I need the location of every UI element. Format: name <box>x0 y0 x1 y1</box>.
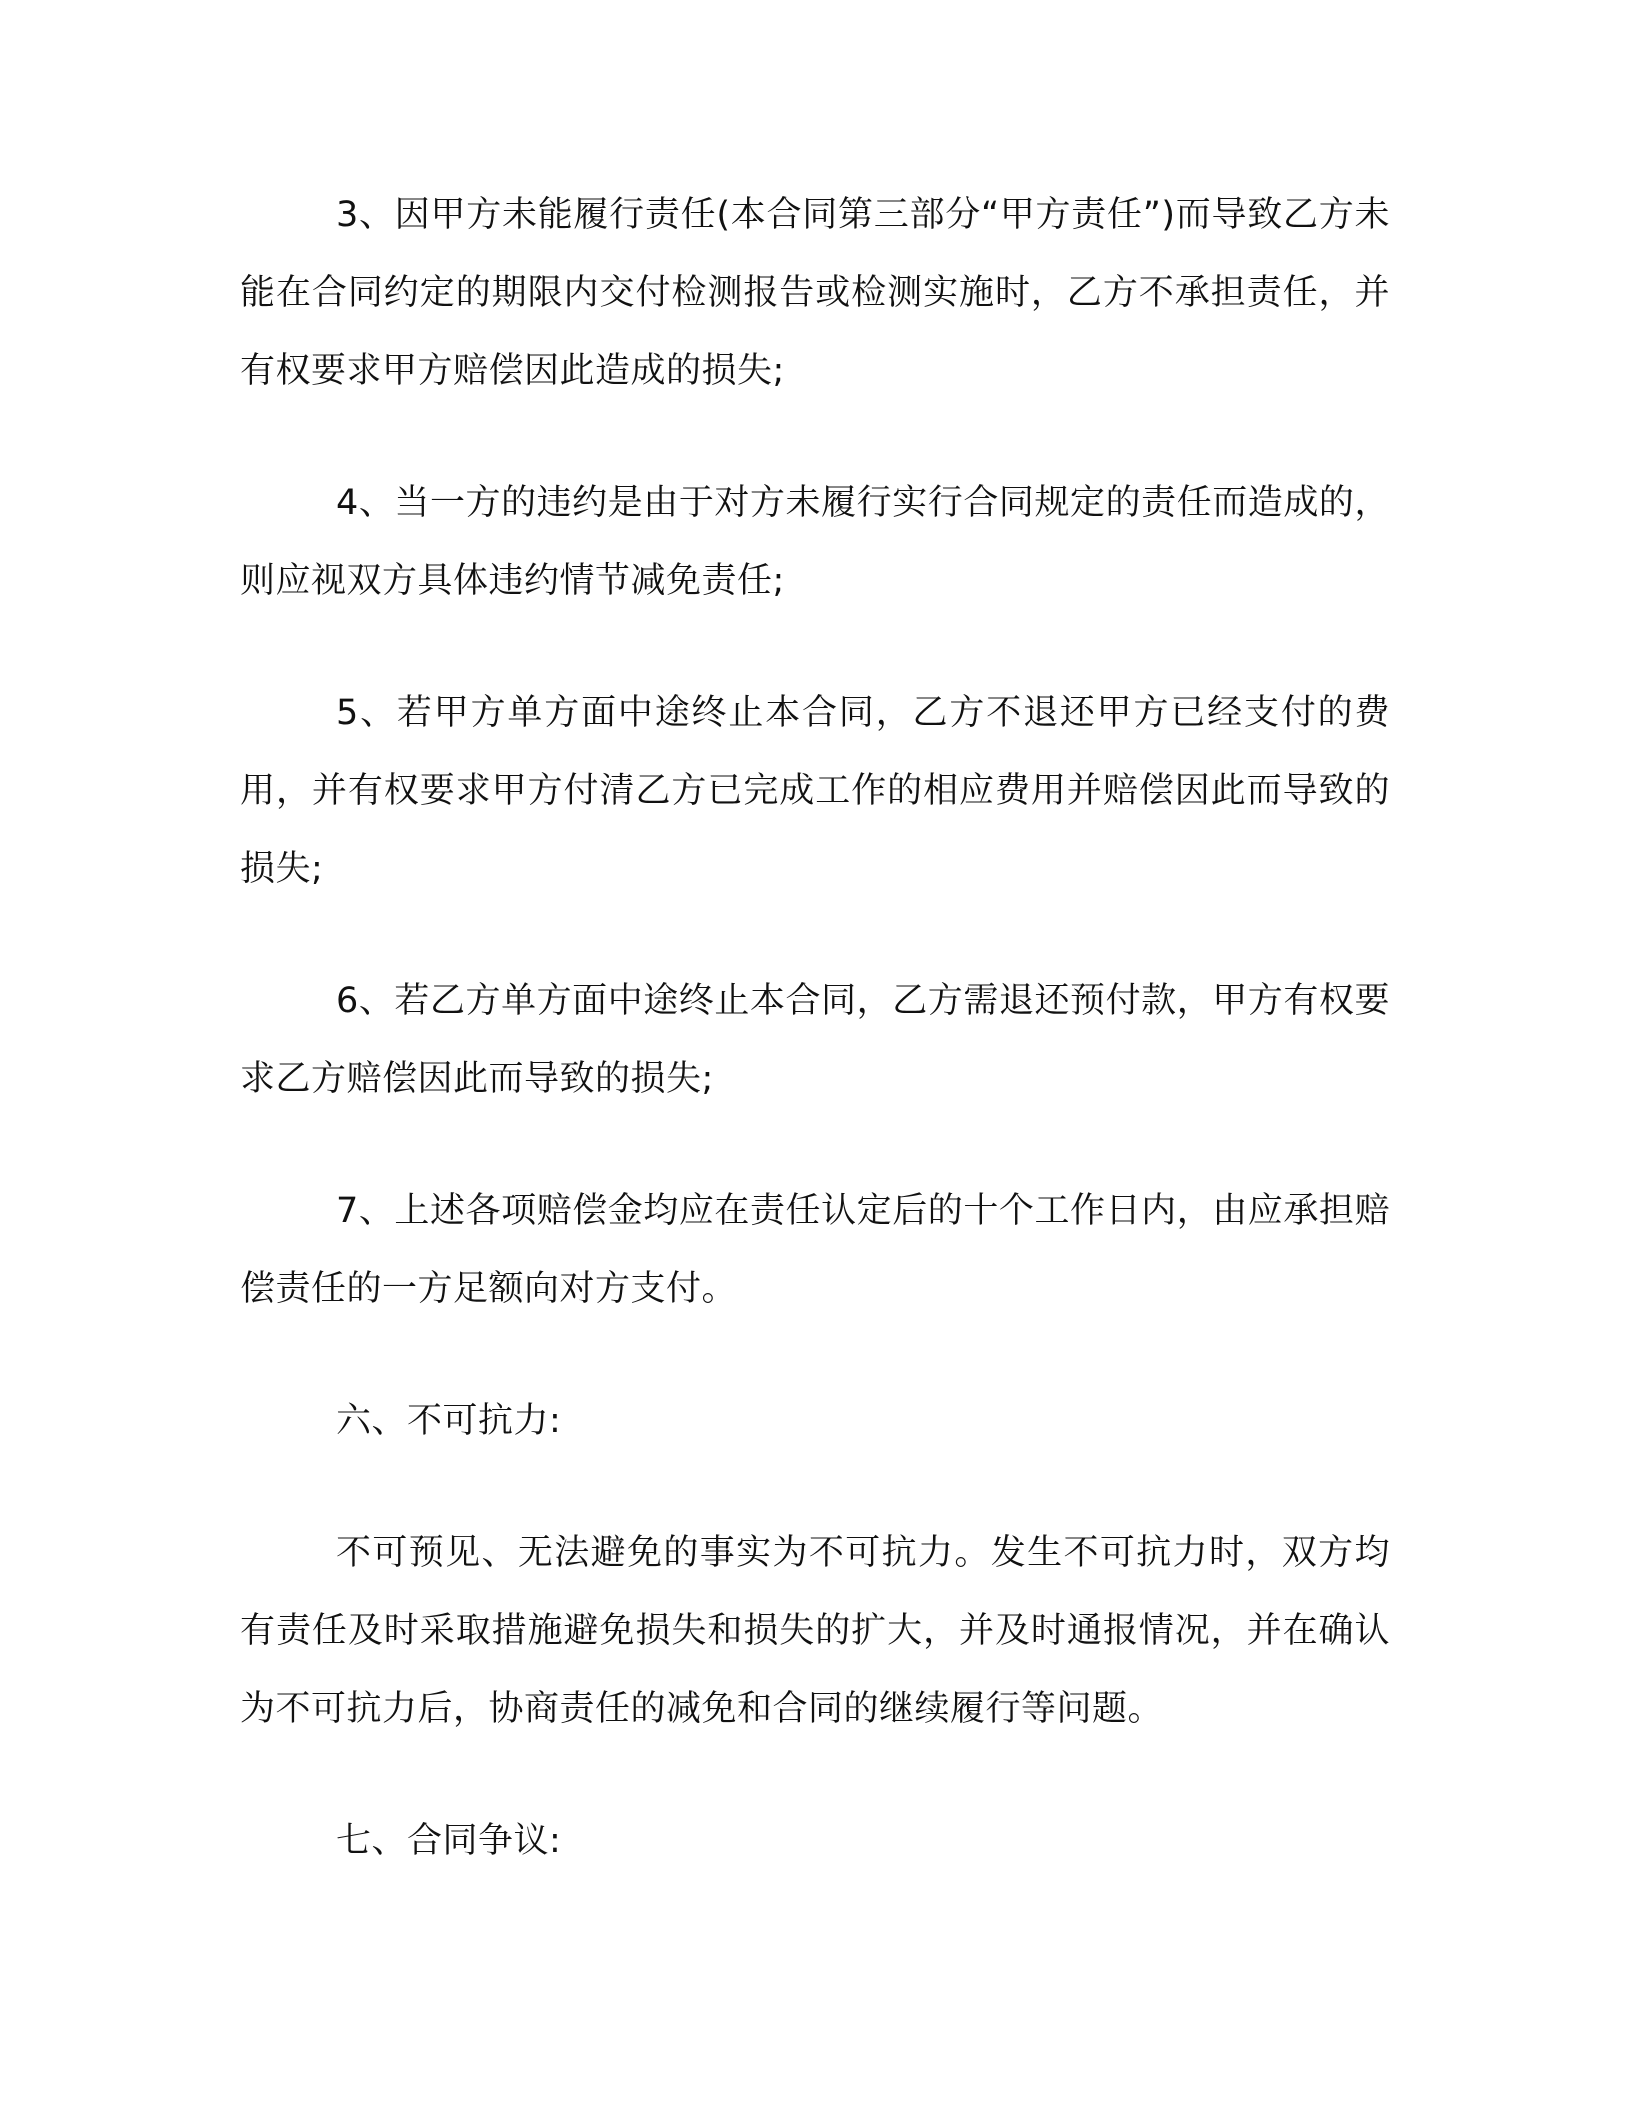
section-7-heading: 七、合同争议: <box>336 1821 562 1861</box>
document-body <box>240 176 1390 1934</box>
section-6-heading: 六、不可抗力: <box>336 1401 562 1441</box>
clause-5-paragraph: 5、若甲方单方面中途终止本合同，乙方不退还甲方已经支付的费用，并有权要求甲方付清乙方已完成工作的相应费用并赔偿因此而导致的损失; <box>240 693 1390 889</box>
clause-7-paragraph: 7、上述各项赔偿金均应在责任认定后的十个工作日内，由应承担赔偿责任的一方足额向对方支付。 <box>240 1191 1390 1309</box>
force-majeure-paragraph: 不可预见、无法避免的事实为不可抗力。发生不可抗力时，双方均有责任及时采取措施避免损失和损失的扩大，并及时通报情况，并在确认为不可抗力后，协商责任的减免和合同的继续履行等问题。 <box>240 1533 1390 1729</box>
clause-6-paragraph: 6、若乙方单方面中途终止本合同，乙方需退还预付款，甲方有权要求乙方赔偿因此而导致的损失; <box>240 981 1390 1099</box>
clause-3-paragraph: 3、因甲方未能履行责任(本合同第三部分“甲方责任”)而导致乙方未能在合同约定的期限内交付检测报告或检测实施时，乙方不承担责任，并有权要求甲方赔偿因此造成的损失; <box>240 195 1390 391</box>
clause-4-paragraph: 4、当一方的违约是由于对方未履行实行合同规定的责任而造成的，则应视双方具体违约情节减免责任; <box>240 483 1390 601</box>
